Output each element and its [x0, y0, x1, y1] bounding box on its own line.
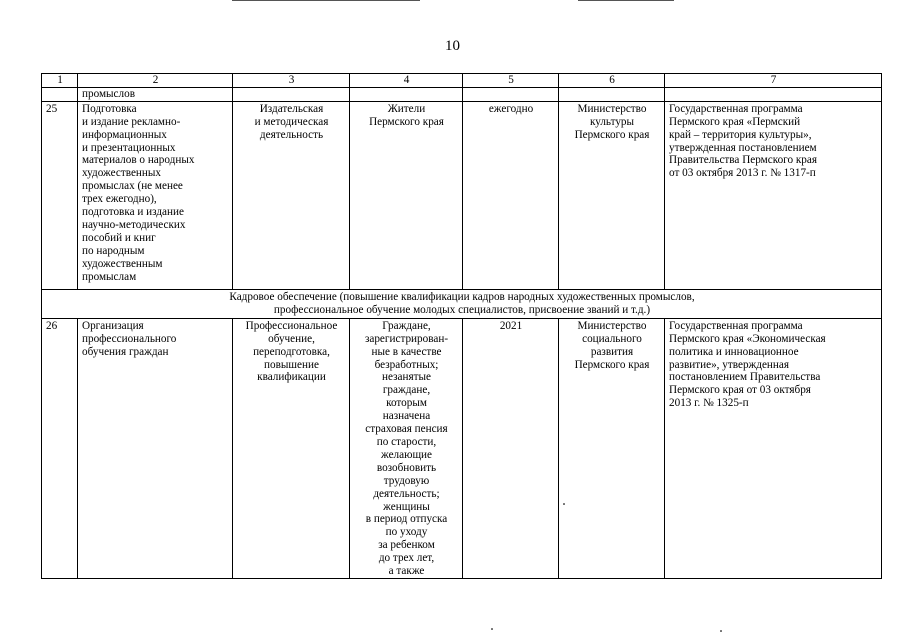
- row-26-measure-name: Организация профессионального обучения граждан: [78, 318, 233, 578]
- continuation-activity: [233, 87, 350, 101]
- row-26-number: 26: [42, 318, 78, 578]
- row-25-number: 25: [42, 101, 78, 289]
- continuation-executor: [559, 87, 665, 101]
- row-26-target-group: Граждане, зарегистрирован- ные в качестве безработных; незанятые граждане, которым назначена страховая пенсия по старости, желающие возобновить трудовую деятельность; женщины в период отпуска по уходу за ребенком до трех лет, а также: [350, 318, 463, 578]
- header-col-3: 3: [233, 74, 350, 88]
- section-header-row: [42, 289, 882, 318]
- continuation-period: [463, 87, 559, 101]
- continuation-program: [665, 87, 882, 101]
- row-26-executor: Министерство социального развития Пермского края: [559, 318, 665, 578]
- measures-table: [41, 73, 882, 579]
- scan-speck: [563, 503, 565, 505]
- header-col-6: 6: [559, 74, 665, 88]
- row-25-target-group: Жители Пермского края: [350, 101, 463, 289]
- header-row: [42, 74, 882, 88]
- table-row-25: [42, 101, 882, 289]
- page-number: 10: [445, 38, 460, 54]
- row-25-program: Государственная программа Пермского края «Пермский край – территория культуры», утвержденная постановлением Правительства Пермского края от 03 октября 2013 г. № 1317-п: [665, 101, 882, 289]
- row-25-activity: Издательская и методическая деятельность: [233, 101, 350, 289]
- section-title: Кадровое обеспечение (повышение квалификации кадров народных художественных промыслов, профессиональное обучение молодых специалистов, присвоение званий и т.д.): [42, 289, 882, 318]
- top-edge-line-left: [232, 0, 420, 1]
- continuation-num: [42, 87, 78, 101]
- header-col-1: 1: [42, 74, 78, 88]
- row-25-period: ежегодно: [463, 101, 559, 289]
- scan-speck: [720, 630, 722, 632]
- continuation-name: промыслов: [78, 87, 233, 101]
- continuation-target: [350, 87, 463, 101]
- top-edge-line-right: [578, 0, 674, 1]
- row-25-measure-name: Подготовка и издание рекламно- информационных и презентационных материалов о народных художественных промыслах (не менее трех ежегодно), подготовка и издание научно-методических пособий и книг по народным художественным промыслам: [78, 101, 233, 289]
- row-26-program: Государственная программа Пермского края «Экономическая политика и инновационное развитие», утвержденная постановлением Правительства Пермского края от 03 октября 2013 г. № 1325-п: [665, 318, 882, 578]
- table-row-26: [42, 318, 882, 578]
- header-col-2: 2: [78, 74, 233, 88]
- header-col-7: 7: [665, 74, 882, 88]
- header-col-5: 5: [463, 74, 559, 88]
- row-26-activity: Профессиональное обучение, переподготовка, повышение квалификации: [233, 318, 350, 578]
- continuation-row: [42, 87, 882, 101]
- row-26-period: 2021: [463, 318, 559, 578]
- row-25-executor: Министерство культуры Пермского края: [559, 101, 665, 289]
- scan-speck: [491, 628, 493, 630]
- header-col-4: 4: [350, 74, 463, 88]
